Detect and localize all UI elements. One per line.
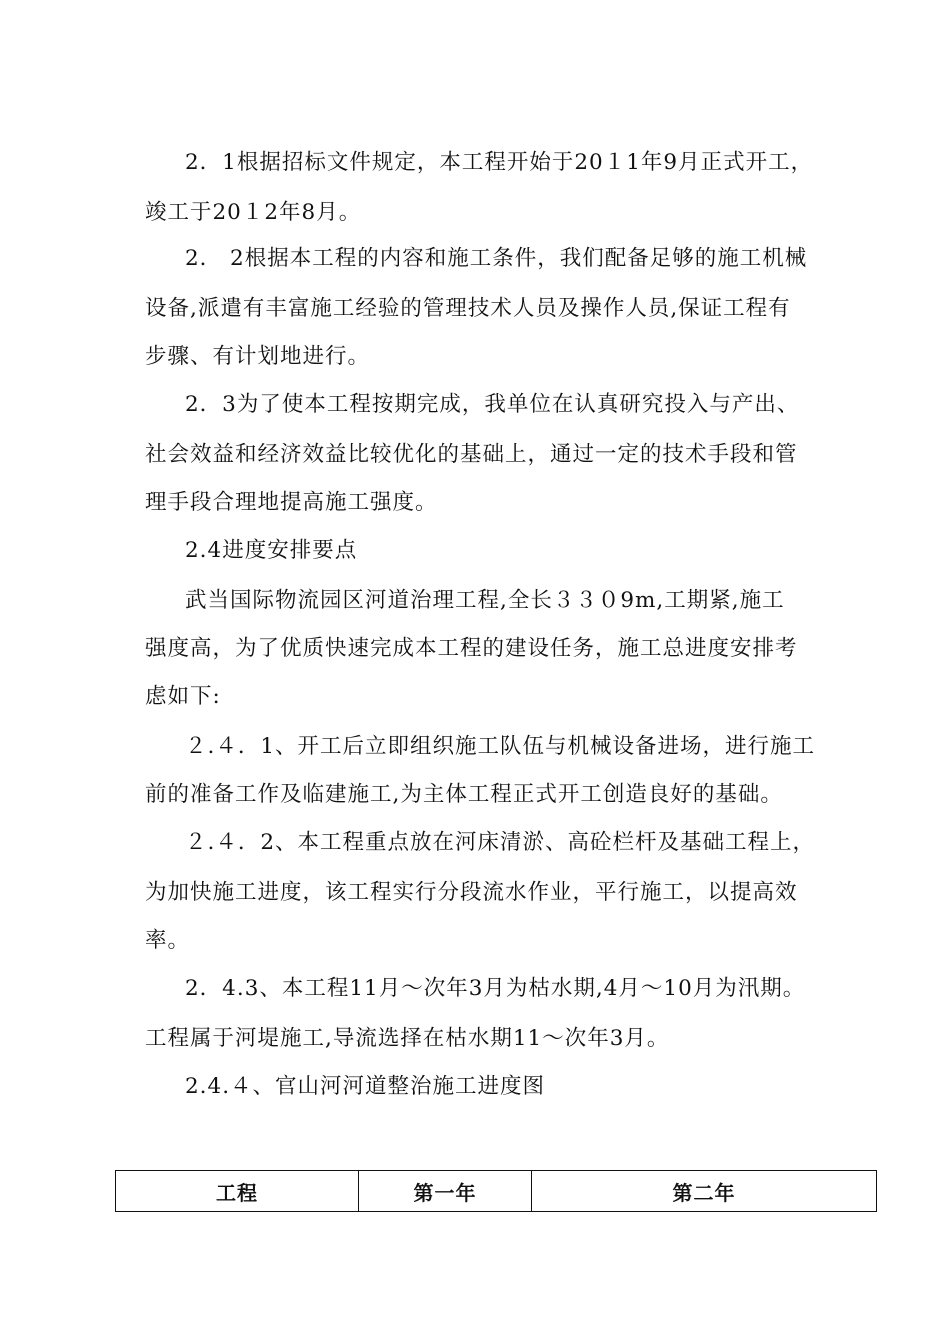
paragraph-line: ２.４．1、开工后立即组织施工队伍与机械设备进场，进行施工 bbox=[185, 734, 816, 759]
paragraph-line: 设备,派遣有丰富施工经验的管理技术人员及操作人员,保证工程有 bbox=[145, 296, 791, 321]
paragraph-line: 工程属于河堤施工,导流选择在枯水期11～次年3月。 bbox=[145, 1026, 670, 1051]
paragraph-line: 2． 2根据本工程的内容和施工条件，我们配备足够的施工机械 bbox=[185, 246, 808, 271]
paragraph-line: 理手段合理地提高施工强度。 bbox=[145, 490, 438, 515]
paragraph-line: 竣工于20１2年8月。 bbox=[145, 200, 362, 225]
table-header-project: 工程 bbox=[116, 1171, 359, 1211]
section-heading: 2.4进度安排要点 bbox=[185, 538, 358, 563]
paragraph-line: ２.４．2、本工程重点放在河床清淤、高砼栏杆及基础工程上， bbox=[185, 830, 816, 855]
paragraph-line: 2．1根据招标文件规定，本工程开始于20１1年9月正式开工， bbox=[185, 150, 814, 175]
paragraph-line: 2．4.3、本工程11月～次年3月为枯水期,4月～10月为汛期。 bbox=[185, 976, 806, 1001]
paragraph-line: 为加快施工进度，该工程实行分段流水作业，平行施工，以提高效 bbox=[145, 880, 798, 905]
table-header-year-one: 第一年 bbox=[359, 1171, 532, 1211]
section-heading: 2.4.４、官山河河道整治施工进度图 bbox=[185, 1074, 546, 1099]
paragraph-line: 强度高，为了优质快速完成本工程的建设任务，施工总进度安排考 bbox=[145, 636, 798, 661]
paragraph-line: 前的准备工作及临建施工,为主体工程正式开工创造良好的基础。 bbox=[145, 782, 783, 807]
paragraph-line: 社会效益和经济效益比较优化的基础上，通过一定的技术手段和管 bbox=[145, 442, 798, 467]
paragraph-line: 2．3为了使本工程按期完成，我单位在认真研究投入与产出、 bbox=[185, 392, 800, 417]
table-header-year-two: 第二年 bbox=[672, 1181, 736, 1205]
paragraph-line: 率。 bbox=[145, 928, 191, 953]
paragraph-line: 虑如下: bbox=[145, 684, 221, 709]
schedule-table bbox=[115, 1170, 877, 1212]
paragraph-line: 步骤、有计划地进行。 bbox=[145, 344, 371, 369]
paragraph-line: 武当国际物流园区河道治理工程,全长３３０9m,工期紧,施工 bbox=[185, 588, 785, 613]
